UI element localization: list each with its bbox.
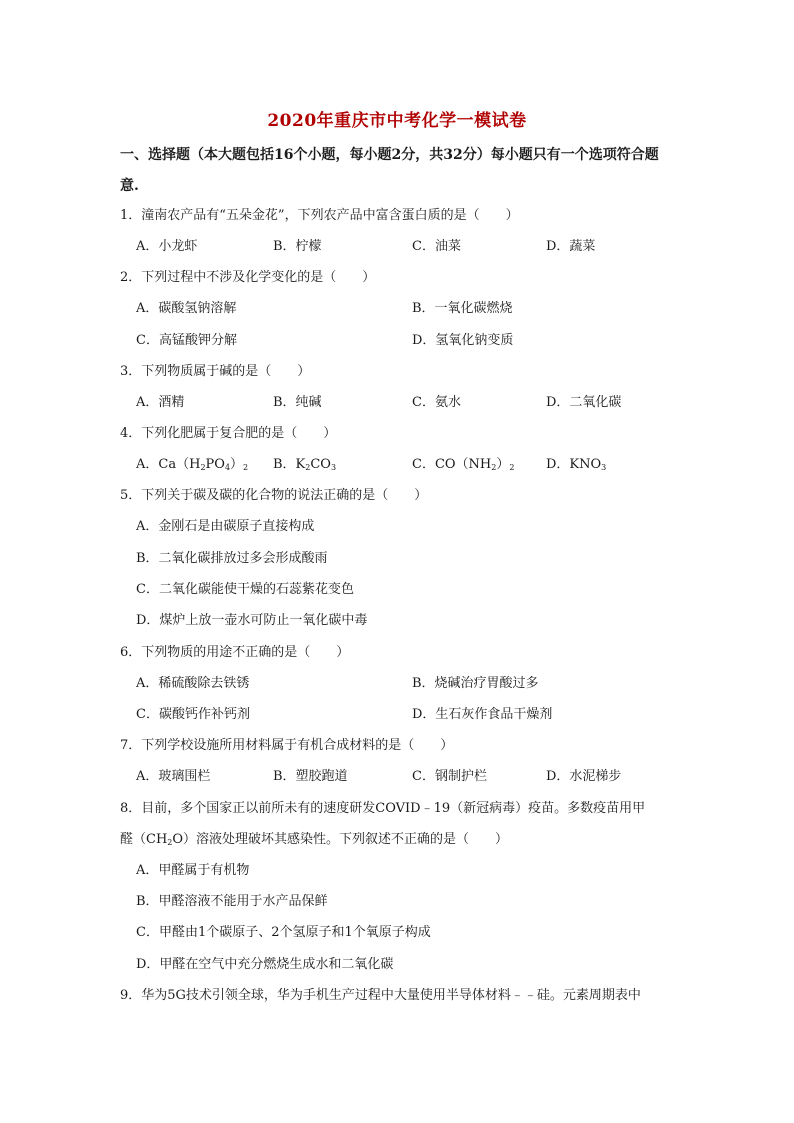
question-6-option-d: D．生石灰作食品干燥剂	[412, 707, 553, 722]
exam-title: 2020年重庆市中考化学一模试卷	[267, 111, 527, 131]
question-8-option-c: C．甲醛由1个碳原子、2个氢原子和1个氧原子构成	[136, 925, 431, 940]
question-5-option-b: B．二氧化碳排放过多会形成酸雨	[136, 551, 328, 566]
question-6-option-a: A．稀硫酸除去铁锈	[136, 676, 250, 691]
question-2-option-b: B．一氧化碳燃烧	[412, 301, 513, 316]
question-9-stem-line1: 9．华为5G技术引领全球，华为手机生产过程中大量使用半导体材料﹣﹣硅。元素周期表中	[120, 988, 641, 1003]
question-1-option-c: C．油菜	[412, 239, 461, 254]
section-heading-line1: 一、选择题（本大题包括16个小题，每小题2分，共32分）每小题只有一个选项符合题	[120, 147, 659, 163]
question-1-stem: 1．潼南农产品有“五朵金花”，下列农产品中富含蛋白质的是（ ）	[120, 208, 519, 223]
question-3-option-a: A．酒精	[136, 395, 185, 410]
question-8-stem-line1: 8．目前，多个国家正以前所未有的速度研发COVID﹣19（新冠病毒）疫苗。多数疫苗用甲	[120, 801, 646, 816]
question-5-option-d: D．煤炉上放一壶水可防止一氧化碳中毒	[136, 613, 368, 628]
section-heading-line2: 意.	[120, 178, 139, 194]
question-2-option-a: A．碳酸氢钠溶解	[136, 301, 237, 316]
question-1-option-d: D．蔬菜	[546, 239, 596, 254]
question-1-option-b: B．柠檬	[273, 239, 322, 254]
question-4-option-a: A．$Ca(H_2PO_4)_2$	[136, 457, 249, 472]
question-7-option-c: C．钢制护栏	[412, 769, 487, 784]
question-1-option-a: A．小龙虾	[136, 239, 198, 254]
question-6-option-c: C．碳酸钙作补钙剂	[136, 707, 250, 722]
question-3-option-c: C．氨水	[412, 395, 461, 410]
question-2-stem: 2．下列过程中不涉及化学变化的是（ ）	[120, 270, 376, 285]
question-3-option-b: B．纯碱	[273, 395, 322, 410]
question-3-option-d: D．二氧化碳	[546, 395, 622, 410]
question-7-option-b: B．塑胶跑道	[273, 769, 348, 784]
question-2-option-c: C．高锰酸钾分解	[136, 333, 237, 348]
question-8-option-b: B．甲醛溶液不能用于水产品保鲜	[136, 894, 328, 909]
question-5-option-a: A．金刚石是由碳原子直接构成	[136, 519, 315, 534]
question-6-stem: 6．下列物质的用途不正确的是（ ）	[120, 645, 350, 660]
question-7-option-d: D．水泥梯步	[546, 769, 622, 784]
question-7-option-a: A．玻璃围栏	[136, 769, 211, 784]
question-5-stem: 5．下列关于碳及碳的化合物的说法正确的是（ ）	[120, 488, 428, 503]
question-3-stem: 3．下列物质属于碱的是（ ）	[120, 364, 311, 379]
question-4-option-d: D．$KNO_3$	[546, 457, 607, 472]
question-4-option-b: B．$K_2CO_3$	[273, 457, 337, 472]
question-4-stem: 4．下列化肥属于复合肥的是（ ）	[120, 426, 337, 441]
question-4-option-c: C．$CO(NH_2)_2$	[412, 457, 515, 472]
question-7-stem: 7．下列学校设施所用材料属于有机合成材料的是（ ）	[120, 738, 454, 753]
question-8-option-a: A．甲醛属于有机物	[136, 863, 250, 878]
question-5-option-c: C．二氧化碳能使干燥的石蕊紫花变色	[136, 582, 354, 597]
question-2-option-d: D．氢氧化钠变质	[412, 333, 514, 348]
question-8-option-d: D．甲醛在空气中充分燃烧生成水和二氧化碳	[136, 957, 394, 972]
question-8-stem-line2: 醛$(CH_2O)$溶液处理破坏其感染性。下列叙述不正确的是（ ）	[120, 832, 509, 847]
question-6-option-b: B．烧碱治疗胃酸过多	[412, 676, 539, 691]
section-heading	[120, 140, 680, 202]
